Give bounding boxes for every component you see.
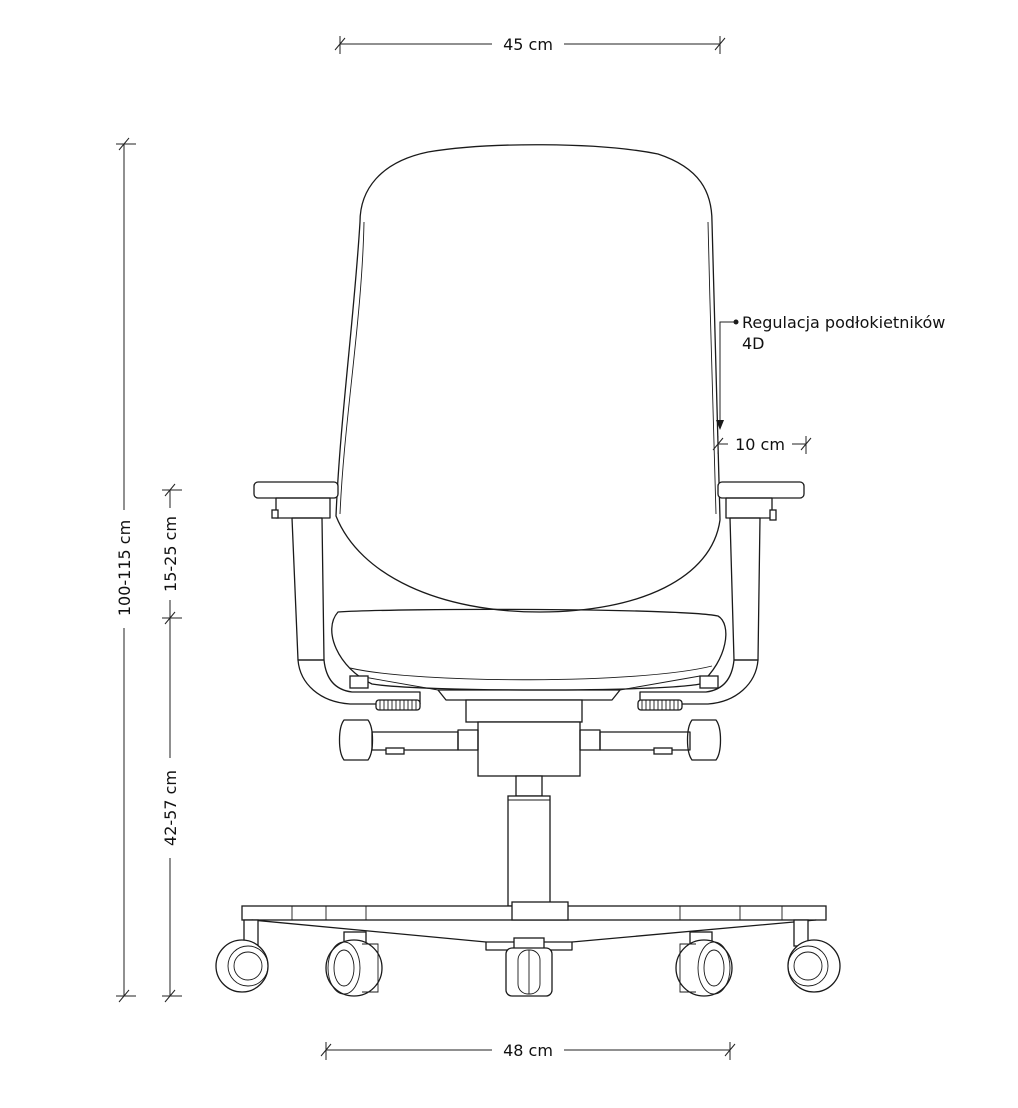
dimension-armrest-width [713, 432, 811, 456]
callout-text-line1: Regulacja podłokietników [742, 313, 946, 332]
dimension-base-width [321, 1038, 735, 1062]
armrest-width-label: 10 cm [735, 435, 785, 454]
chair-illustration [216, 145, 840, 996]
caster-1 [216, 920, 268, 992]
caster-3 [506, 938, 552, 996]
dimension-total-height [112, 138, 136, 1002]
dimension-seat-height [158, 618, 182, 1002]
callout-text-line2: 4D [742, 334, 765, 353]
dimension-seat-width [335, 32, 725, 56]
gas-lift [508, 776, 550, 906]
caster-2 [326, 932, 382, 996]
backrest [336, 145, 720, 612]
seat-height-label: 42-57 cm [161, 770, 180, 846]
base-width-label: 48 cm [503, 1041, 553, 1060]
tilt-mechanism [340, 700, 721, 776]
seat-cushion [332, 609, 726, 690]
callout-armrest-adjustment [716, 313, 945, 430]
seat-width-label: 45 cm [503, 35, 553, 54]
total-height-label: 100-115 cm [115, 519, 134, 617]
right-armrest [638, 482, 804, 710]
dimension-armrest-height [158, 484, 182, 624]
caster-4 [676, 932, 732, 996]
caster-5 [788, 920, 840, 992]
armrest-height-label: 15-25 cm [161, 516, 180, 592]
left-armrest [254, 482, 420, 710]
